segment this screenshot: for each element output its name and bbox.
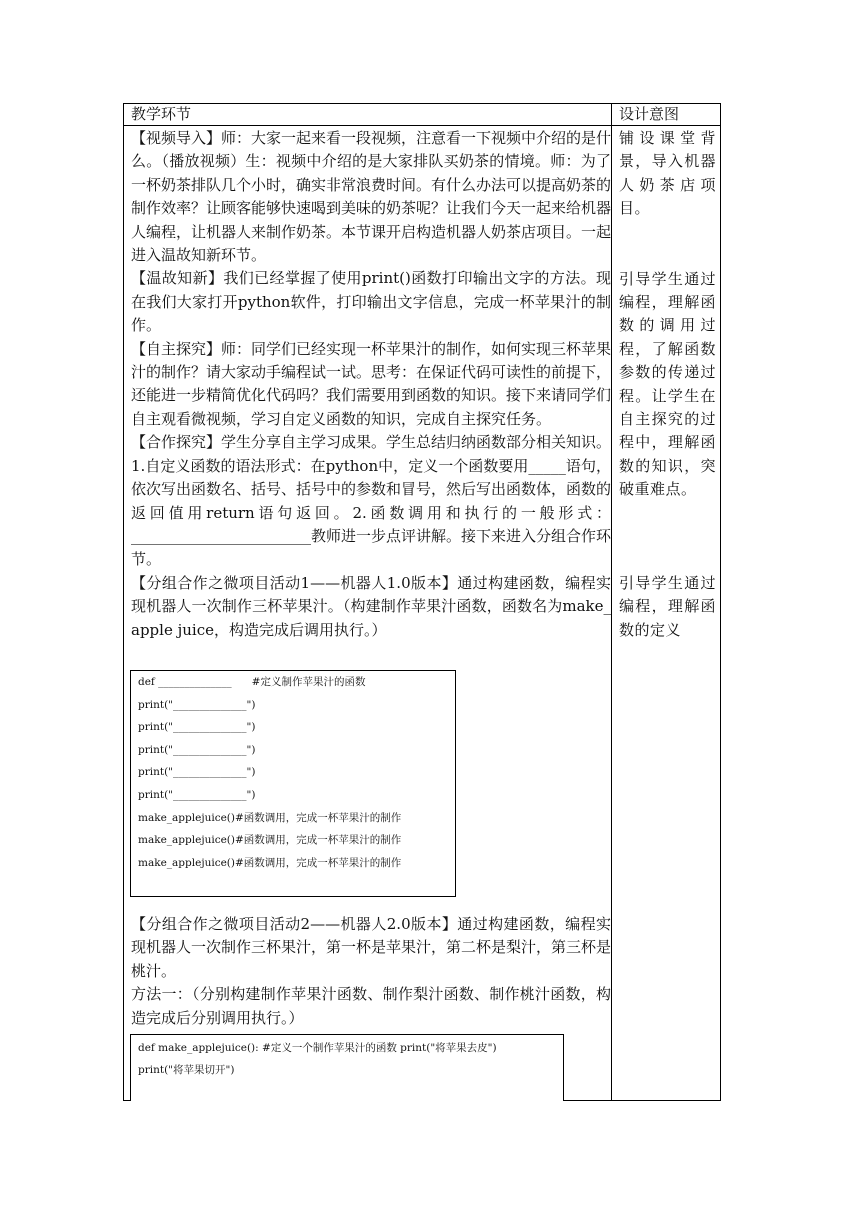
paragraph-activity-1: 【分组合作之微项目活动1——机器人1.0版本】通过构建函数，编程实现机器人一次制作三杯苹果汁。（构建制作苹果汁函数，函数名为make_ apple juice，构造完成后调用执行。） <box>131 573 611 639</box>
code-box-1 <box>130 670 456 897</box>
code-line: make_applejuice()#函数调用，完成一杯苹果汁的制作 <box>138 834 402 847</box>
code-line: print("______________") <box>138 721 256 734</box>
code-line: def make_applejuice(): #定义一个制作苹果汁的函数 print("将苹果去皮") <box>138 1042 497 1054</box>
code-line: print("将苹果切开") <box>138 1064 235 1076</box>
code-line: make_applejuice()#函数调用，完成一杯苹果汁的制作 <box>138 811 402 824</box>
header-design-intent: 设计意图 <box>619 105 680 123</box>
activity-2-content <box>131 913 611 1030</box>
paragraph-method-one: 方法一：（分别构建制作苹果汁函数、制作梨汁函数、制作桃汁函数，构造完成后分别调用执行。） <box>131 985 611 1027</box>
paragraph-self-exploration: 【自主探究】师：同学们已经实现一杯苹果汁的制作，如何实现三杯苹果汁的制作？请大家动手编程试一试。思考：在保证代码可读性的前提下，还能进一步精简优化代码吗？我们需要用到函数的知识。接下来请同学们自主观看微视频，学习自定义函数的知识，完成自主探究任务。 <box>131 339 612 428</box>
header-teaching-stage: 教学环节 <box>131 105 192 123</box>
table-right-border <box>720 103 721 1101</box>
code-line: print("______________") <box>138 788 256 801</box>
paragraph-activity-2: 【分组合作之微项目活动2——机器人2.0版本】通过构建函数，编程实现机器人一次制作三杯果汁，第一杯是苹果汁，第二杯是梨汁，第三杯是桃汁。 <box>131 915 612 980</box>
design-intent-content <box>619 127 716 642</box>
code-line: print("______________") <box>138 766 256 779</box>
intent-function-definition: 引导学生通过编程，理解函数的定义 <box>619 573 716 639</box>
code-line: print("______________") <box>138 698 256 711</box>
table-left-border <box>123 103 124 1101</box>
code-box-2 <box>130 1034 564 1101</box>
code-line: print("______________") <box>138 743 256 756</box>
lesson-table <box>123 103 721 1101</box>
code-line: def ______________ #定义制作苹果汁的函数 <box>138 676 366 688</box>
column-divider <box>611 103 612 1101</box>
intent-function-call: 引导学生通过编程，理解函数的调用过程，了解函数参数的传递过程。让学生在自主探究的过程中，理解函数的知识，突破重难点。 <box>619 269 716 499</box>
intent-background: 铺设课堂背景，导入机器人奶茶店项目。 <box>619 129 716 218</box>
teaching-stage-content <box>131 127 611 642</box>
paragraph-review: 【温故知新】我们已经掌握了使用print()函数打印输出文字的方法。现在我们大家打开python软件，打印输出文字信息，完成一杯苹果汁的制作。 <box>131 269 611 335</box>
paragraph-video-intro: 【视频导入】师：大家一起来看一段视频，注意看一下视频中介绍的是什么。（播放视频）生：视频中介绍的是大家排队买奶茶的情境。师：为了一杯奶茶排队几个小时，确实非常浪费时间。有什么办法可以提高奶茶的制作效率？让顾客能够快速喝到美味的奶茶呢？让我们今天一起来给机器人编程，让机器人来制作奶茶。本节课开启构造机器人奶茶店项目。一起进入温故知新环节。 <box>131 129 612 265</box>
code-line: make_applejuice()#函数调用，完成一杯苹果汁的制作 <box>138 856 402 869</box>
paragraph-cooperative-exploration: 【合作探究】学生分享自主学习成果。学生总结归纳函数部分相关知识。1.自定义函数的语法形式：在python中，定义一个函数要用_____语句，依次写出函数名、括号、括号中的参数和冒号，然后写出函数体，函数的返回值用return语句返回。2.函数调用和执行的一般形式：________________________教师进一步点评讲解。接下来进入分组合作环节。 <box>131 433 612 569</box>
